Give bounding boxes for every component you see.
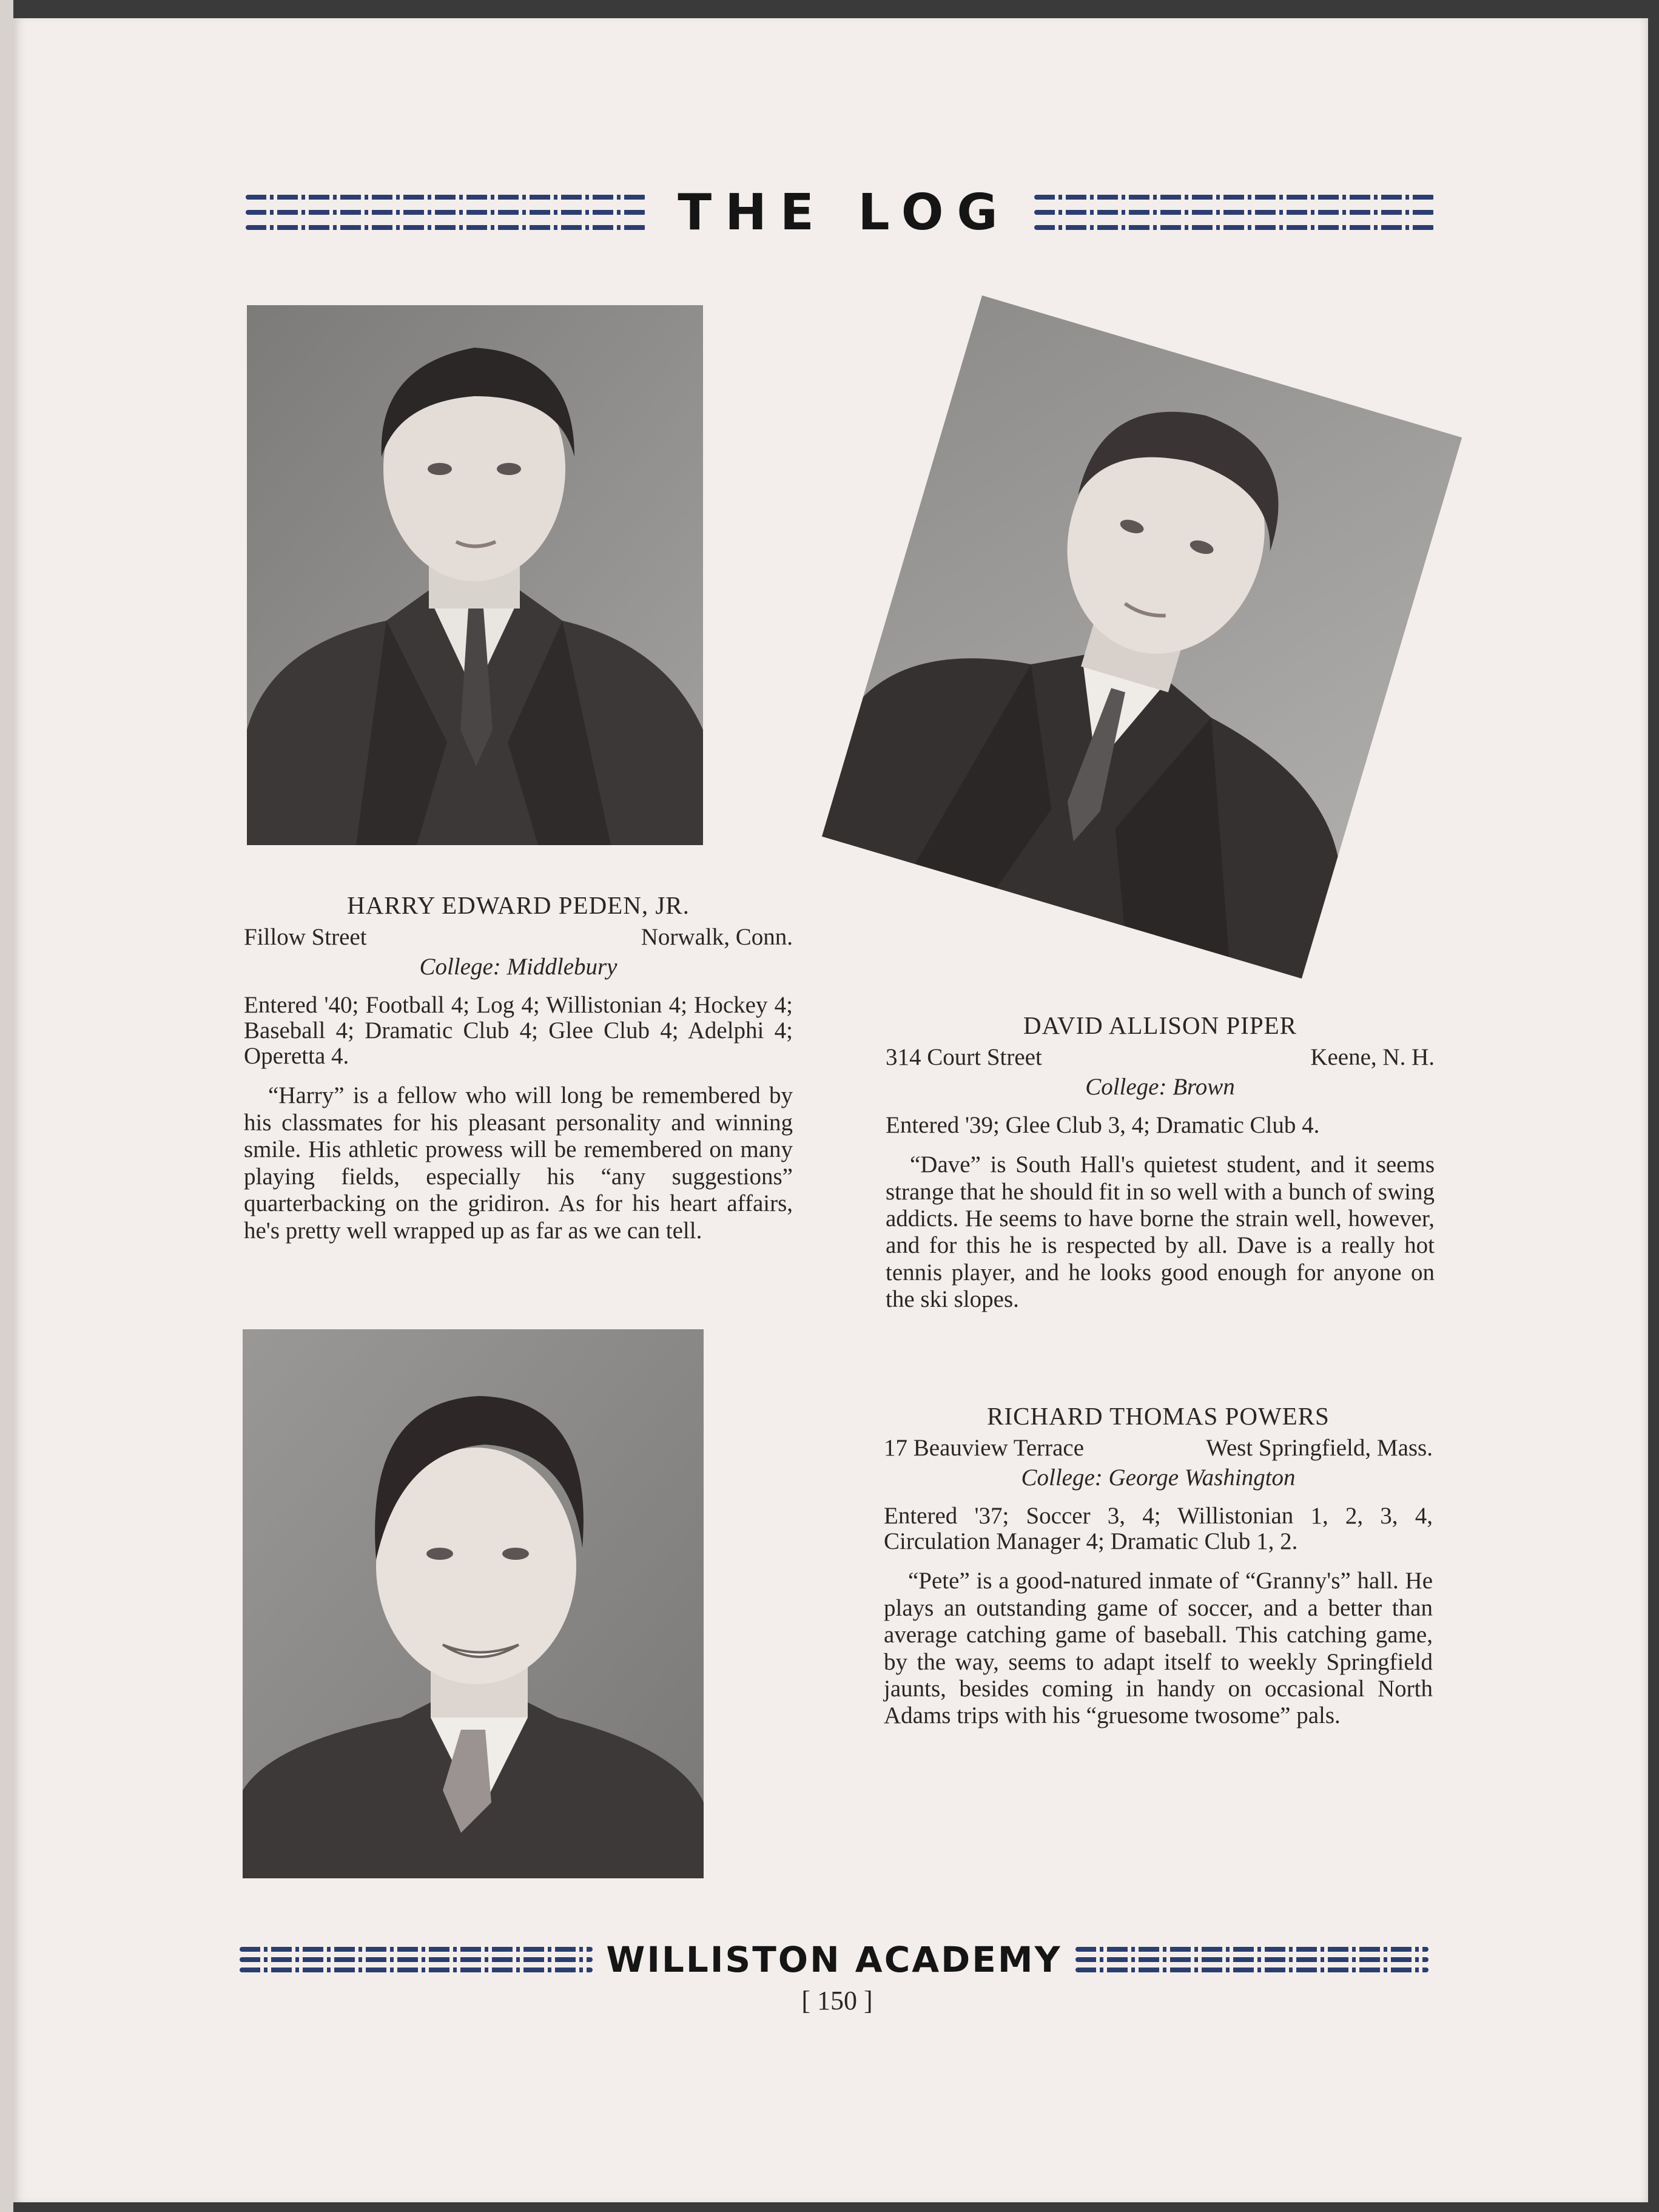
header-wave-ornament-left — [246, 195, 646, 230]
student-name: RICHARD THOMAS POWERS — [987, 1402, 1330, 1430]
portrait-photo-peden — [247, 305, 703, 845]
student-city: West Springfield, Mass. — [1206, 1435, 1433, 1461]
student-college: College: Middlebury — [419, 954, 617, 980]
student-bio: “Dave” is South Hall's quietest student, and it seems strange that he should fit in so well with a bunch of swing addicts. He seems to have borne the strain well, however, and for this he is respected by all. Dave is a really hot tennis player, and he looks good enough for anyone on the ski slopes. — [886, 1152, 1435, 1313]
student-bio: “Harry” is a fellow who will long be remembered by his classmates for his pleasant personality and winning smile. His athletic prowess will be remembered on many playing fields, especially his “any suggestions” quarterbacking on the gridiron. As for his heart affairs, he's pretty well wrapped up as far as we can tell. — [244, 1082, 793, 1244]
student-entry-piper — [886, 1011, 1435, 1313]
page-title: THE LOG — [678, 183, 1011, 241]
student-entry-peden — [244, 891, 793, 1244]
student-name: DAVID ALLISON PIPER — [1023, 1011, 1297, 1039]
footer-band — [240, 1935, 1428, 1984]
student-entry-powers — [884, 1401, 1433, 1730]
header-band — [246, 182, 1435, 243]
page-number: [ 150 ] — [801, 1986, 873, 2015]
student-city: Norwalk, Conn. — [641, 924, 793, 950]
student-name: HARRY EDWARD PEDEN, JR. — [347, 891, 690, 919]
student-activities: Entered '39; Glee Club 3, 4; Dramatic Club 4. — [886, 1112, 1320, 1138]
student-college: College: George Washington — [1021, 1465, 1296, 1491]
page-binding-edge — [0, 0, 13, 2212]
student-college: College: Brown — [1085, 1074, 1235, 1100]
footer-wave-ornament-left — [240, 1947, 593, 1972]
student-activities: Entered '40; Football 4; Log 4; Willistonian 4; Hockey 4; Baseball 4; Dramatic Club 4; Glee Club 4; Adelphi 4; Operetta 4. — [244, 992, 793, 1070]
footer-title: WILLISTON ACADEMY — [606, 1939, 1062, 1980]
student-activities: Entered '37; Soccer 3, 4; Willistonian 1, 2, 3, 4, Circulation Manager 4; Dramatic Club 1, 2. — [884, 1503, 1433, 1555]
student-bio: “Pete” is a good-natured inmate of “Granny's” hall. He plays an outstanding game of soccer, and a better than average catching game of baseball. This catching game, by the way, seems to adapt itself to weekly Springfield jaunts, besides coming in handy on occasional North Adams trips with his “gruesome twosome” pals. — [884, 1568, 1433, 1729]
header-wave-ornament-right — [1034, 195, 1435, 230]
student-address — [886, 1044, 1435, 1071]
footer-wave-ornament-right — [1075, 1947, 1428, 1972]
student-address — [884, 1434, 1433, 1462]
student-address — [244, 923, 793, 951]
portrait-photo-powers — [243, 1329, 704, 1878]
student-street: 17 Beauview Terrace — [884, 1435, 1085, 1461]
student-city: Keene, N. H. — [1310, 1044, 1435, 1070]
student-street: Fillow Street — [244, 924, 367, 950]
student-street: 314 Court Street — [886, 1044, 1042, 1070]
